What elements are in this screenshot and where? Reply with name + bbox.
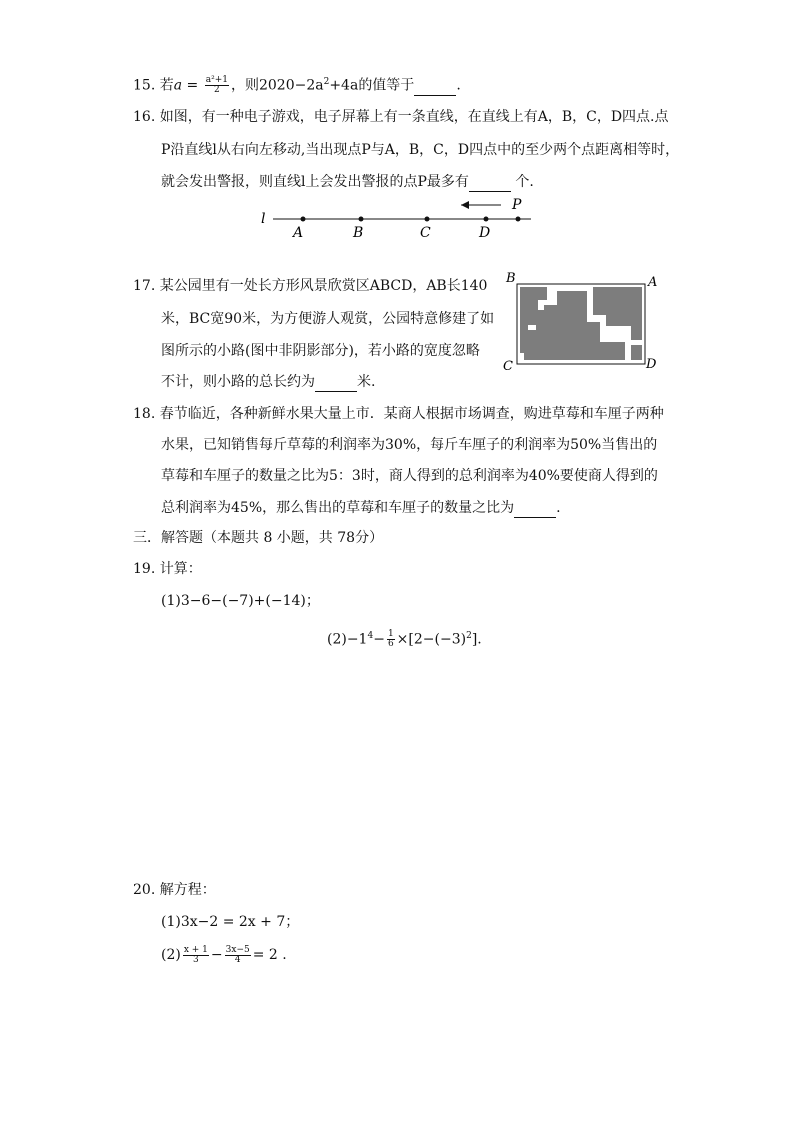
q20-title: 20. 解方程： [133,882,216,898]
q16-line2: P沿直线l从右向左移动,当出现点P与A，B，C，D四点中的至少两个点距离相等时， [161,142,680,158]
point-p [516,217,521,222]
answer-blank [315,377,357,392]
fraction: $\frac{1}{6}$ [387,629,394,650]
section-title: 三．解答题（本题共 8 小题，共 78分） [133,530,384,546]
q17-line3: 图所示的小路(图中非阴影部分)，若小路的宽度忽略 [161,343,480,359]
q17-line2: 米，BC宽90米，为方便游人观赏，公园特意修建了如 [161,311,495,327]
shaded-region-corner [631,345,642,360]
q18-line2: 水果，已知销售每斤草莓的利润率为30%，每斤车厘子的利润率为50%当售出的 [161,437,658,453]
q17-diagram [500,270,665,375]
fraction: $\frac{3x-5}{4}$ [225,944,250,965]
q19-part1: (1)3−6−(−7)+(−14)； [161,593,320,609]
answer-blank [414,81,456,96]
q16-line1: 16. 如图，有一种电子游戏，电子屏幕上有一条直线，在直线上有A，B，C，D四点.点 [133,109,669,125]
q18-line4: 总利润率为45%，那么售出的草莓和车厘子的数量之比为 . [161,500,561,516]
question-number: 15. [133,77,156,94]
corner-a: A [648,275,658,290]
answer-blank [469,177,511,192]
label-a: A [293,225,304,241]
q18-line1: 18. 春节临近，各种新鲜水果大量上市．某商人根据市场调查，购进草莓和车厘子两种 [133,406,664,422]
corner-d: D [646,357,657,372]
question-number: 20. [133,882,156,898]
question-number: 17. [133,278,156,294]
fraction: $\frac{x + 1}{3}$ [183,944,208,965]
answer-blank [514,503,556,518]
corner-b: B [506,271,516,286]
point-c [425,217,430,222]
q17-line4: 不计，则小路的总长约为 米. [161,374,376,390]
question-number: 19. [133,561,156,577]
q17-line1: 17. 某公园里有一处长方形风景欣赏区ABCD，AB长140 [133,278,488,294]
point-b [359,217,364,222]
q20-part2: (2) $\frac{x + 1}{3}$ − $\frac{3x-5}{4}$ = 2 . [161,944,287,965]
question-number: 18. [133,406,156,422]
q19-part2: $(2)-1^4-$ $\frac{1}{6}$ $\times[2-(-3)^2]$. [327,629,482,650]
q16-line3: 就会发出警报，则直线l上会发出警报的点P最多有 个. [161,174,534,190]
label-b: B [353,225,364,241]
label-c: C [420,225,431,241]
label-p: P [512,197,522,213]
q18-line3: 草莓和车厘子的数量之比为5：3时，商人得到的总利润率为40%要使商人得到的 [161,468,658,484]
q20-part1: (1)3x−2 = 2x + 7； [161,914,300,930]
q16-diagram [255,192,545,242]
point-a [301,217,306,222]
label-d: D [479,225,491,241]
q15: 15. 若a = $\frac{\text{a²+1}}{2}$ ，则$2020-2a^2+4a$的值等于 . [133,75,461,96]
line-label-l: l [261,211,266,227]
fraction: $\frac{\text{a²+1}}{2}$ [205,75,228,96]
point-d [484,217,489,222]
corner-c: C [503,359,513,374]
q19-title: 19. 计算： [133,561,202,577]
question-number: 16. [133,109,156,125]
